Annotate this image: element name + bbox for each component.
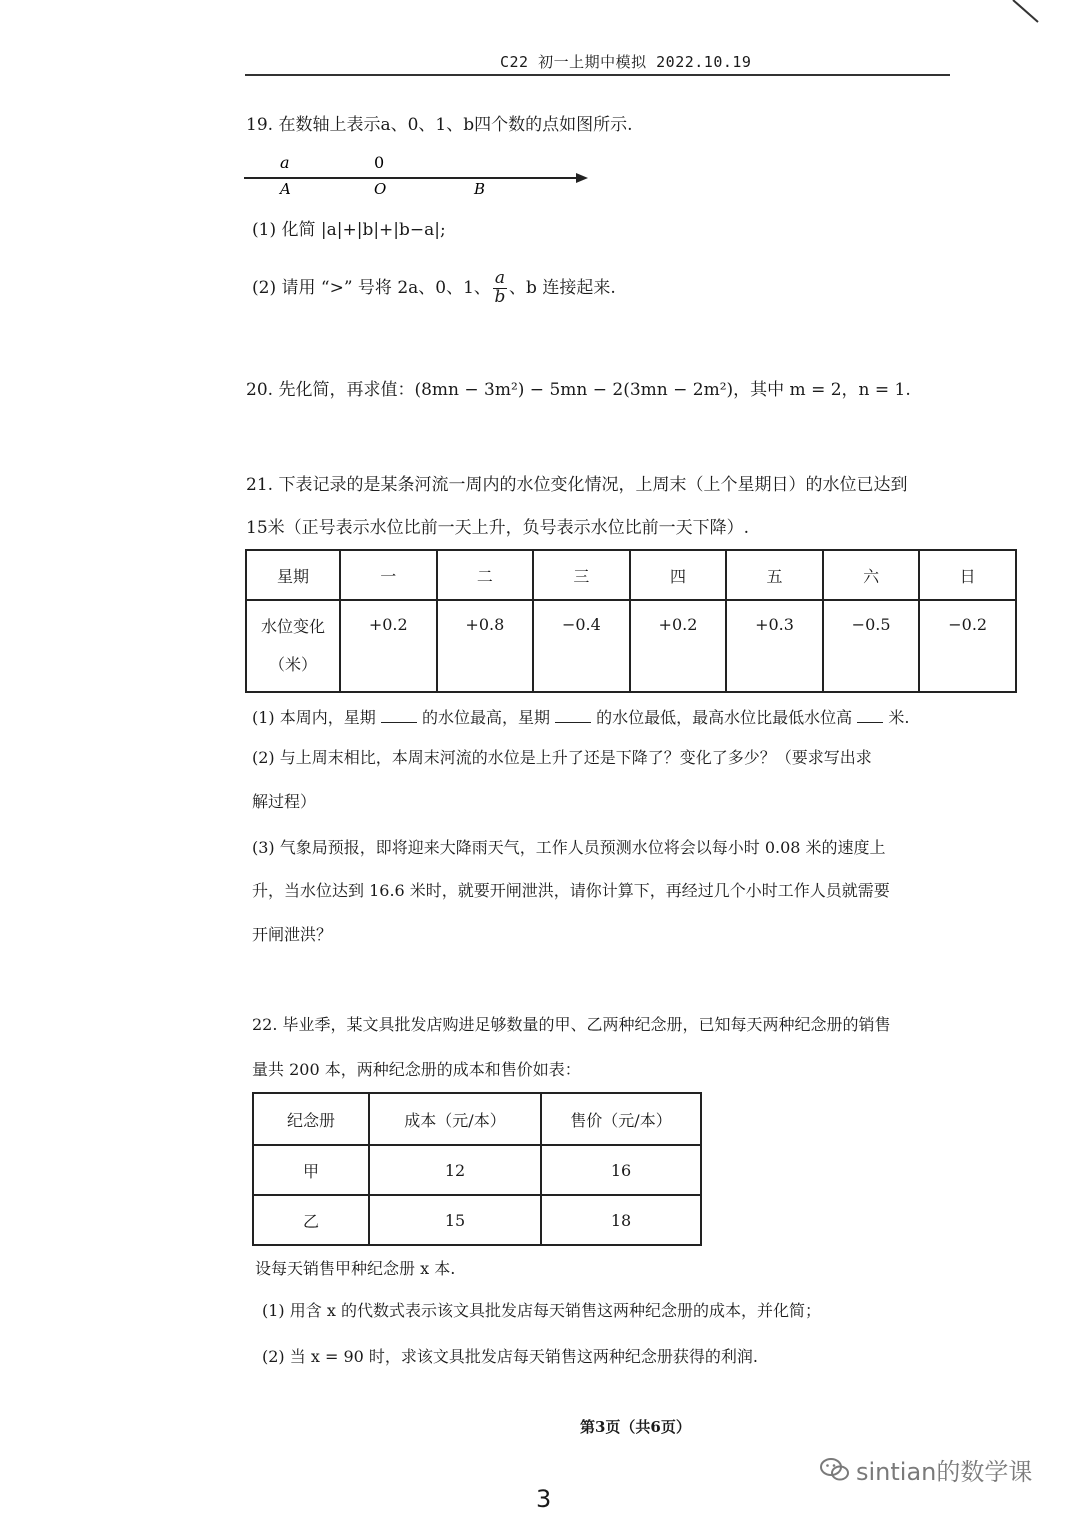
q19-part2-suffix: 、b 连接起来. bbox=[509, 278, 616, 299]
q21-part3-line3: 开闸泄洪？ bbox=[252, 925, 333, 944]
table-row bbox=[246, 600, 1016, 692]
q21-part2-line2: 解过程） bbox=[252, 792, 317, 811]
q22-part2: (2) 当 x = 90 时，求该文具批发店每天销售这两种纪念册获得的利润. bbox=[262, 1347, 758, 1366]
table-header-cell: 纪念册 bbox=[253, 1093, 369, 1145]
number-line bbox=[240, 150, 600, 200]
fraction-denominator: b bbox=[494, 286, 506, 307]
number-line-label-zero: 0 bbox=[374, 153, 385, 172]
table-value-cell: −0.5 bbox=[823, 600, 920, 692]
table-row bbox=[246, 550, 1016, 600]
q21-line1: 21. 下表记录的是某条河流一周内的水位变化情况，上周末（上个星期日）的水位已达到 bbox=[246, 475, 908, 495]
header-divider bbox=[245, 74, 950, 76]
table-row-label bbox=[246, 600, 340, 692]
table-cell: 12 bbox=[369, 1145, 541, 1195]
q19-fraction bbox=[493, 270, 507, 307]
row-label-line2: （米） bbox=[268, 655, 317, 674]
scan-corner-mark bbox=[1008, 0, 1068, 30]
q21-part1: (1) 本周内，星期 的水位最高，星期 的水位最低，最高水位比最低水位高 米. bbox=[252, 708, 910, 727]
exam-header-title: C22 初一上期中模拟 2022.10.19 bbox=[500, 53, 752, 71]
water-level-table bbox=[245, 549, 1017, 693]
souvenir-table bbox=[252, 1092, 702, 1246]
table-row bbox=[253, 1195, 701, 1245]
page-info: 第3页（共6页） bbox=[580, 1418, 691, 1436]
number-line-label-a: a bbox=[280, 153, 290, 172]
table-day-cell: 日 bbox=[919, 550, 1016, 600]
table-day-cell: 二 bbox=[437, 550, 534, 600]
number-line-arrow bbox=[576, 173, 588, 183]
number-line-point-A: A bbox=[280, 180, 291, 198]
table-cell: 甲 bbox=[253, 1145, 369, 1195]
table-day-cell: 四 bbox=[630, 550, 727, 600]
q21-part2-line1: (2) 与上周末相比，本周末河流的水位是上升了还是下降了？变化了多少？（要求写出求 bbox=[252, 748, 872, 767]
q19-part2-prefix: (2) 请用 “>” 号将 2a、0、1、 bbox=[252, 278, 491, 299]
wechat-icon bbox=[820, 1457, 850, 1483]
answer-blank[interactable] bbox=[857, 706, 883, 723]
table-day-cell: 三 bbox=[533, 550, 630, 600]
q22-setup: 设每天销售甲种纪念册 x 本. bbox=[255, 1259, 456, 1278]
table-value-cell: −0.4 bbox=[533, 600, 630, 692]
q19-part1: (1) 化简 |a|+|b|+|b−a|; bbox=[252, 220, 446, 240]
table-cell: 乙 bbox=[253, 1195, 369, 1245]
table-cell: 18 bbox=[541, 1195, 701, 1245]
table-row bbox=[253, 1145, 701, 1195]
answer-blank[interactable] bbox=[555, 706, 591, 723]
number-line-point-O: O bbox=[374, 180, 387, 198]
table-row bbox=[253, 1093, 701, 1145]
q20-text: 20. 先化简，再求值：(8mn − 3m²) − 5mn − 2(3mn − 2m²)，其中 m = 2，n = 1. bbox=[246, 380, 911, 400]
number-line-point-B: B bbox=[474, 180, 486, 198]
q21-part3-line2: 升，当水位达到 16.6 米时，就要开闸泄洪，请你计算下，再经过几个小时工作人员就需要 bbox=[252, 881, 890, 900]
table-value-cell: −0.2 bbox=[919, 600, 1016, 692]
table-value-cell: +0.8 bbox=[437, 600, 534, 692]
table-value-cell: +0.2 bbox=[630, 600, 727, 692]
page-number: 3 bbox=[536, 1485, 552, 1513]
fraction-numerator: a bbox=[494, 268, 506, 288]
q22-part1: (1) 用含 x 的代数式表示该文具批发店每天销售这两种纪念册的成本，并化简； bbox=[262, 1301, 821, 1320]
q22-line1: 22. 毕业季，某文具批发店购进足够数量的甲、乙两种纪念册，已知每天两种纪念册的销售 bbox=[252, 1015, 891, 1034]
answer-blank[interactable] bbox=[381, 706, 417, 723]
table-header-cell: 售价（元/本） bbox=[541, 1093, 701, 1145]
q21-part3-line1: (3) 气象局预报，即将迎来大降雨天气，工作人员预测水位将会以每小时 0.08 米的速度上 bbox=[252, 838, 886, 857]
watermark-text: sintian的数学课 bbox=[856, 1458, 1033, 1486]
q22-line2: 量共 200 本，两种纪念册的成本和售价如表： bbox=[252, 1060, 581, 1079]
table-day-cell: 六 bbox=[823, 550, 920, 600]
table-value-cell: +0.2 bbox=[340, 600, 437, 692]
table-cell: 15 bbox=[369, 1195, 541, 1245]
table-value-cell: +0.3 bbox=[726, 600, 823, 692]
table-day-cell: 一 bbox=[340, 550, 437, 600]
row-label-line1: 水位变化 bbox=[260, 616, 325, 636]
table-day-cell: 五 bbox=[726, 550, 823, 600]
q21-line2: 15米（正号表示水位比前一天上升，负号表示水位比前一天下降）. bbox=[246, 518, 750, 538]
q19-stem bbox=[246, 114, 633, 136]
table-header-cell: 星期 bbox=[246, 550, 340, 600]
table-cell: 16 bbox=[541, 1145, 701, 1195]
table-header-cell: 成本（元/本） bbox=[369, 1093, 541, 1145]
watermark bbox=[820, 1452, 1032, 1487]
q19-part2 bbox=[252, 270, 616, 307]
q19-number: 19. bbox=[246, 115, 274, 135]
q19-stem-text: 在数轴上表示a、0、1、b四个数的点如图所示. bbox=[278, 115, 633, 135]
